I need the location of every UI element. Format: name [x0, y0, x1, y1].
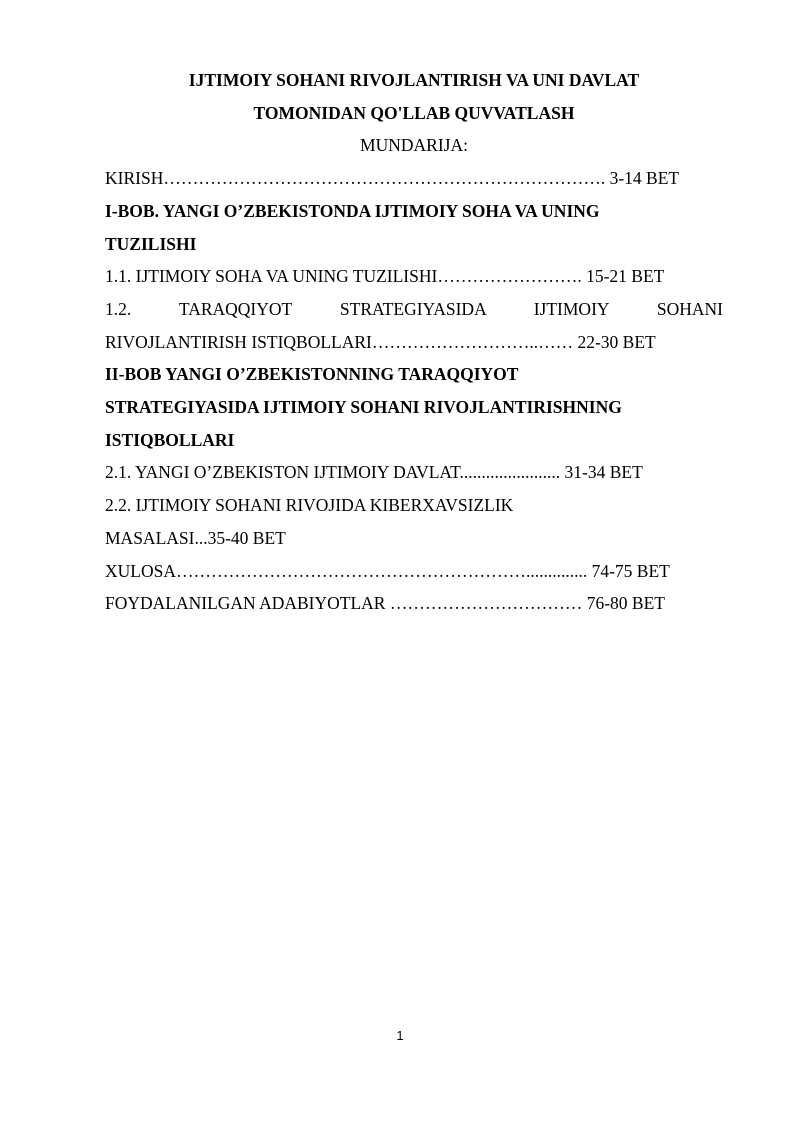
- toc-chapter-1-line-2: TUZILISHI: [105, 233, 197, 254]
- toc-chapter-2-line-3: ISTIQBOLLARI: [105, 429, 235, 450]
- toc-entry-adabiyotlar: FOYDALANILGAN ADABIYOTLAR …………………………… 76-80 BET: [105, 593, 665, 614]
- toc-entry-2-2-line-1: 2.2. IJTIMOIY SOHANI RIVOJIDA KIBERXAVSIZLIK: [105, 495, 514, 516]
- document-page: [105, 64, 723, 620]
- toc-entry-1-2-line-1: 1.2. TARAQQIYOT STRATEGIYASIDA IJTIMOIY SOHANI: [105, 298, 723, 319]
- toc-chapter-1-line-1: I-BOB. YANGI O’ZBEKISTONDA IJTIMOIY SOHA VA UNING: [105, 200, 600, 221]
- toc-chapter-2-line-1: II-BOB YANGI O’ZBEKISTONNING TARAQQIYOT: [105, 364, 519, 385]
- toc-entry-2-2-line-2: MASALASI...35-40 BET: [105, 527, 286, 548]
- toc-entry-xulosa: XULOSA…………………………………………………….............. 74-75 BET: [105, 560, 670, 581]
- document-title-line-1: IJTIMOIY SOHANI RIVOJLANTIRISH VA UNI DAVLAT: [188, 70, 640, 90]
- document-title-line-2: TOMONIDAN QO'LLAB QUVVATLASH: [253, 102, 575, 123]
- toc-heading: MUNDARIJA:: [360, 135, 468, 156]
- toc-chapter-2-line-2: STRATEGIYASIDA IJTIMOIY SOHANI RIVOJLANTIRISHNING: [105, 397, 622, 418]
- toc-entry-2-1: 2.1. YANGI O’ZBEKISTON IJTIMOIY DAVLAT....................... 31-34 BET: [105, 462, 643, 483]
- toc-entry-1-1: 1.1. IJTIMOIY SOHA VA UNING TUZILISHI……………………. 15-21 BET: [105, 266, 665, 287]
- toc-entry-1-2-line-2: RIVOJLANTIRISH ISTIQBOLLARI………………………..…… 22-30 BET: [105, 331, 656, 352]
- page-number: 1: [396, 1028, 404, 1043]
- toc-entry-kirish: KIRISH…………………………………………………………………. 3-14 BET: [105, 168, 680, 189]
